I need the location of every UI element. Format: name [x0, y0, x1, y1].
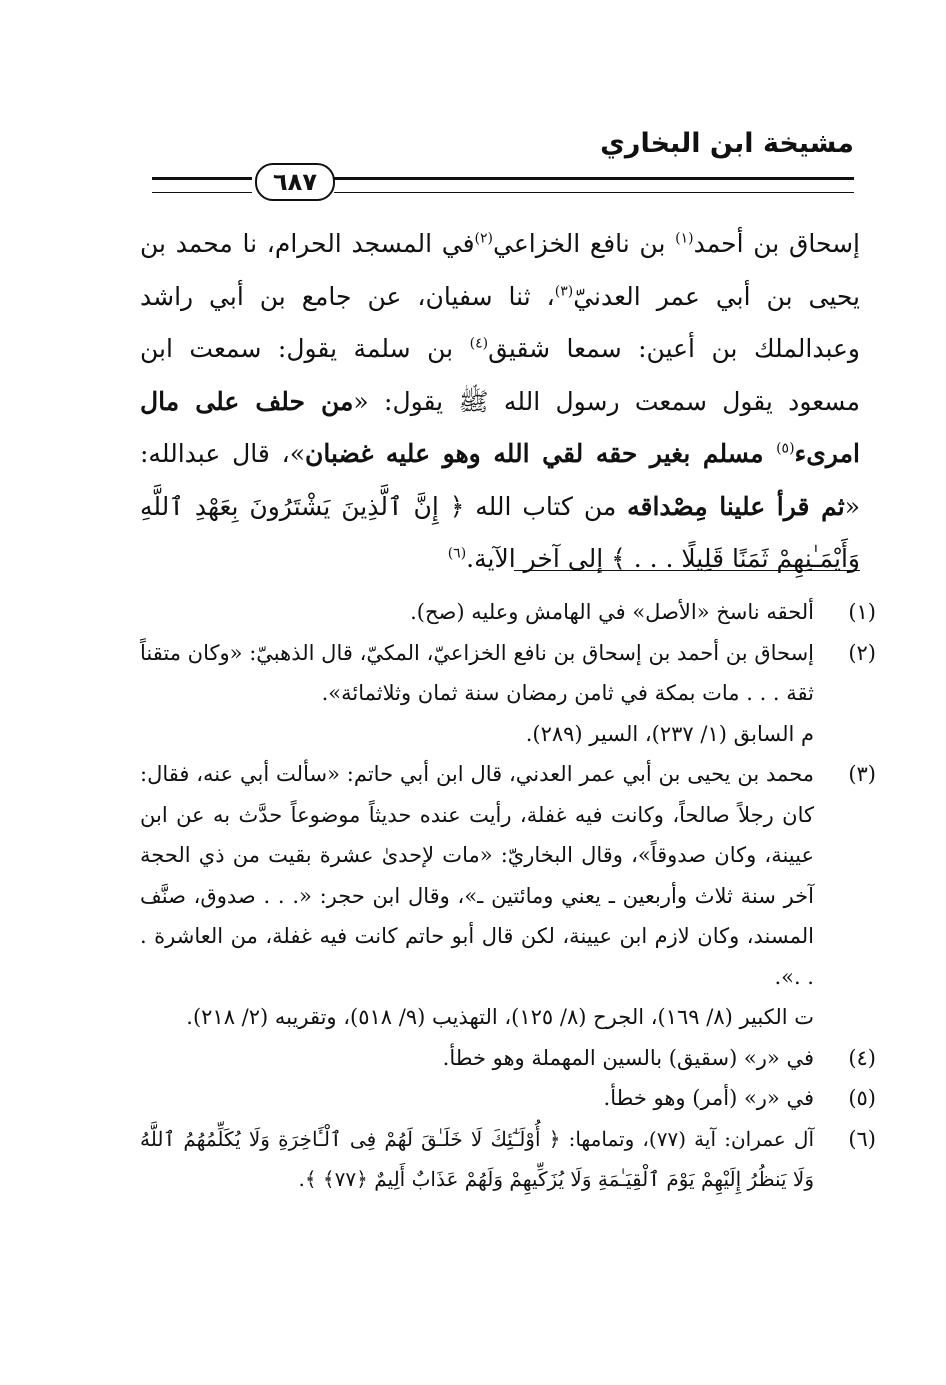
footnote-ref-1: (١) [675, 230, 694, 247]
quran-quote: من كتاب الله ﴿ إِنَّ ٱلَّذِينَ يَشْتَرُونَ بِعَهْدِ ٱللَّهِ وَأَيْمَـٰنِهِمْ ثَمَنًا قَلِيلًا . . . ﴾ إلى آخر الآية. [140, 491, 860, 573]
footnote-separator [514, 570, 860, 571]
hadith-text-bold: ثم قرأ علينا مِصْداقه [627, 491, 845, 521]
footnote-reference: م السابق (١/ ٢٣٧)، السير (٢٨٩). [525, 721, 814, 746]
hadith-text-bold: من حلف على مال امرىء [140, 386, 860, 468]
footnote-reference: ت الكبير (٨/ ١٦٩)، الجرح (٨/ ١٢٥)، التهذيب (٩/ ٥١٨)، وتقريبه (٢/ ٢١٨). [186, 1005, 814, 1029]
footnote-text: ألحقه ناسخ «الأصل» في الهامش وعليه (صح). [410, 600, 814, 624]
footnote-body [140, 1078, 814, 1119]
footnote-item [140, 1119, 876, 1200]
footnote-text: في «ر» (أمر) وهو خطأ. [603, 1086, 814, 1110]
footnote-number: (٤) [848, 1045, 876, 1070]
footnote-body [140, 754, 814, 1038]
header-rule-right [334, 177, 854, 193]
footnote-number: (٢) [848, 640, 876, 665]
footnote-body [140, 1038, 814, 1079]
text-run: بن سلمة يقول: سمعت ابن مسعود يقول سمعت رسول الله ﷺ يقول: « [140, 334, 860, 416]
text-run: »، قال عبدالله: « [140, 439, 860, 521]
footnote-number: (١) [848, 600, 876, 624]
footnote-ref-4: (٤) [469, 335, 489, 352]
footnote-body [140, 592, 814, 633]
footnote-ref-6: (٦) [447, 545, 467, 562]
footnote-ref-2: (٢) [474, 230, 493, 247]
footnote-number: (٣) [848, 762, 876, 786]
footnotes [140, 592, 876, 1200]
main-text [140, 218, 860, 586]
footnote-number: (٥) [848, 1086, 876, 1110]
footnote-item [140, 592, 876, 633]
footnote-body [140, 633, 814, 755]
header-rule-left [152, 177, 252, 193]
footnote-ref-5: (٥) [776, 440, 795, 457]
text-run: ، ثنا سفيان، عن جامع بن أبي راشد وعبدالملك بن أعين: سمعا شقيق [140, 281, 860, 363]
footnote-text: إسحاق بن أحمد بن إسحاق بن نافع الخزاعيّ، المكيّ، قال الذهبيّ: «وكان متقناً ثقة . . . مات بمكة في ثامن رمضان سنة ثمان وثلاثمائة». [140, 640, 814, 705]
footnote-item [140, 754, 876, 1038]
footnote-number: (٦) [848, 1126, 876, 1151]
footnote-item [140, 1078, 876, 1119]
text-run: إسحاق بن أحمد [693, 229, 861, 258]
running-header-title: مشيخة ابن البخاري [600, 128, 854, 159]
footnote-text: في «ر» (سقيق) بالسين المهملة وهو خطأ. [442, 1045, 814, 1070]
footnote-text: آل عمران: آية (٧٧)، وتمامها: ﴿ أُوْلَـٰٓئِكَ لَا خَلَـٰقَ لَهُمْ فِى ٱلْـَٔاخِرَةِ وَلَا يُكَلِّمُهُمُ ٱللَّهُ وَلَا يَنظُرُ إِلَيْهِمْ يَوْمَ ٱلْقِيَـٰمَةِ وَلَا يُزَكِّيهِمْ وَلَهُمْ عَذَابٌ أَلِيمٌ ﴿٧٧﴾ ﴾. [140, 1126, 814, 1191]
main-paragraph [140, 218, 860, 586]
footnote-ref-3: (٣) [554, 283, 574, 300]
footnote-item [140, 633, 876, 755]
text-run: بن نافع الخزاعي [493, 229, 676, 258]
page-number-badge: ٦٨٧ [255, 163, 335, 201]
hadith-text-bold: مسلم بغير حقه لقي الله وهو عليه غضبان [305, 439, 777, 468]
text-run: في المسجد الحرام، نا محمد بن يحيى بن أبي عمر العدنيّ [140, 229, 860, 311]
footnote-text: محمد بن يحيى بن أبي عمر العدني، قال ابن أبي حاتم: «سألت أبي عنه، فقال: كان رجلاً صالحاً، وكانت فيه غفلة، رأيت عنده حديثاً موضوعاً حدَّث به عن ابن عيينة، وكان صدوقاً»، وقال البخاريّ: «مات لإحدىٰ عشرة بقيت من ذي الحجة آخر سنة ثلاث وأربعين ـ يعني ومائتين ـ»، وقال ابن حجر: «. . . صدوق، صنَّف المسند، وكان لازم ابن عيينة، لكن قال أبو حاتم كانت فيه غفلة، من العاشرة . . .». [140, 762, 814, 989]
footnote-body [140, 1119, 814, 1200]
footnote-item [140, 1038, 876, 1079]
